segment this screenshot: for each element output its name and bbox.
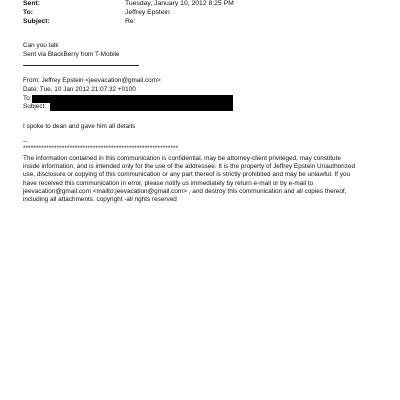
disclaimer-line-5: jeevacation@gmail.com <mailto:jeevacation@gmail.com> , and destroy this communication and all copies thereof, [23, 187, 347, 195]
disclaimer-line-1: The information contained in this communication is confidential, may be attorney-client privileged, may constitute [23, 155, 341, 162]
disclaimer-line-4: have received this communication in error, please notify us immediately by return e-mail or by e-mail to [23, 179, 314, 187]
signature-stars: ************************************************************ [23, 145, 179, 152]
subject-row [23, 17, 383, 26]
signature-dashes: -- [23, 138, 28, 145]
redaction-bar-subject [50, 103, 233, 111]
sent-value: Tuesday, January 10, 2012 8:25 PM [125, 0, 234, 7]
sent-label: Sent: [23, 0, 40, 7]
reply-line-1: Can you talk [23, 42, 59, 49]
subject-label: Subject: [23, 18, 50, 25]
disclaimer-line-3: use, disclosure or copying of this communication or any part thereof is strictly prohibited and may be unlawful. If you [23, 171, 351, 179]
quoted-date: Date: Tue, 10 Jan 2012 21:07:32 +0100 [23, 86, 136, 93]
redaction-bar-to [32, 95, 233, 103]
disclaimer-paragraph [23, 155, 378, 204]
to-value: Jeffrey Epstein [125, 9, 170, 16]
quoted-subject: Subject: [23, 103, 47, 110]
disclaimer-line-2: inside information, and is intended only for the use of the addressee. It is the property of Jeffrey Epstein Unauthorized [23, 163, 356, 171]
quoted-to: To: [23, 95, 32, 102]
disclaimer-line-6: including all attachments. copyright -all rights reserved [23, 196, 177, 204]
reply-line-2: Sent via BlackBerry from T-Mobile [23, 51, 120, 58]
subject-value: Re: [125, 18, 136, 25]
quoted-body: I spoke to dean and gave him all details [23, 123, 136, 130]
separator-rule [23, 65, 139, 66]
to-row [23, 8, 383, 17]
to-label: To: [23, 9, 34, 16]
quoted-from: From: Jeffrey Epstein <jeevacation@gmail.com> [23, 77, 161, 84]
sent-row [23, 0, 383, 8]
